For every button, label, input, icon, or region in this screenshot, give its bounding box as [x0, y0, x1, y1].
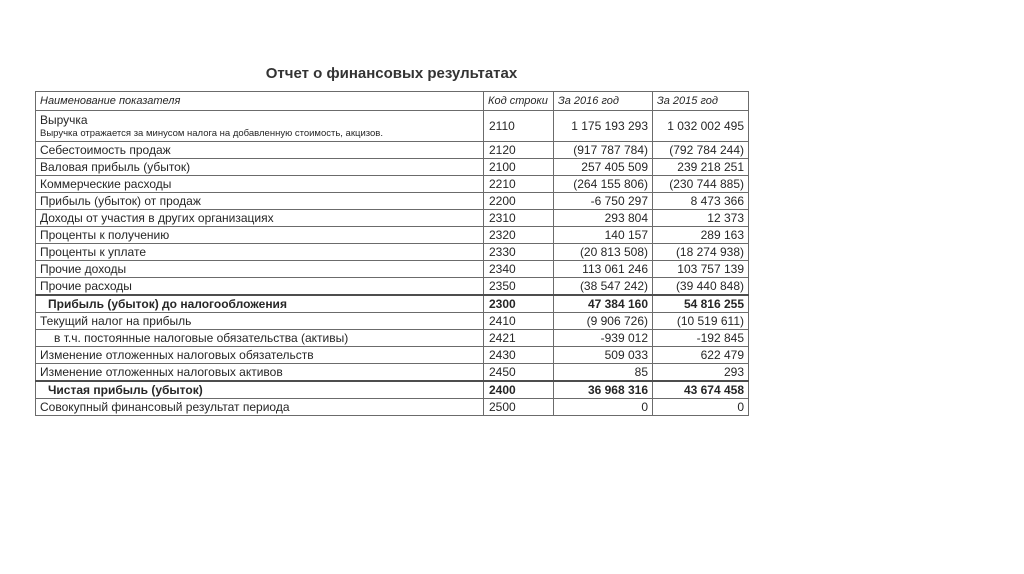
- row-value-2016-cell: 47 384 160: [554, 295, 653, 313]
- row-name-cell: [36, 227, 484, 244]
- row-code-cell: 2210: [484, 176, 554, 193]
- table-row: [36, 313, 749, 330]
- row-value-2016-cell: 509 033: [554, 347, 653, 364]
- row-name-cell: [36, 330, 484, 347]
- row-value-2015-cell: 622 479: [653, 347, 749, 364]
- row-name-cell: [36, 278, 484, 296]
- row-value-2015-cell: (10 519 611): [653, 313, 749, 330]
- row-code-cell: 2320: [484, 227, 554, 244]
- report-title: Отчет о финансовых результатах: [265, 65, 518, 82]
- header-year-2016: За 2016 год: [554, 92, 653, 111]
- row-name-text: Прибыль (убыток) до налогообложения: [48, 296, 287, 311]
- row-value-2015-cell: (792 784 244): [653, 142, 749, 159]
- row-name-cell: [36, 142, 484, 159]
- table-header: [36, 92, 749, 111]
- row-name-text: Прочие расходы: [40, 278, 132, 293]
- table-row: [36, 244, 749, 261]
- row-name-cell: [36, 364, 484, 382]
- row-value-2015-cell: (39 440 848): [653, 278, 749, 296]
- row-value-2015-cell: 8 473 366: [653, 193, 749, 210]
- row-value-2016-cell: 1 175 193 293: [554, 111, 653, 142]
- table-row: [36, 142, 749, 159]
- header-year-2015: За 2015 год: [653, 92, 749, 111]
- row-name-text: Прибыль (убыток) от продаж: [40, 193, 201, 208]
- row-code-cell: 2120: [484, 142, 554, 159]
- header-line-code: Код строки: [484, 92, 554, 111]
- row-value-2015-cell: -192 845: [653, 330, 749, 347]
- row-value-2015-cell: 1 032 002 495: [653, 111, 749, 142]
- row-value-2015-cell: 103 757 139: [653, 261, 749, 278]
- row-value-2016-cell: 36 968 316: [554, 381, 653, 399]
- row-name-cell: [36, 295, 484, 313]
- row-value-2016-cell: (38 547 242): [554, 278, 653, 296]
- row-name-cell: [36, 111, 484, 142]
- row-name-cell: [36, 313, 484, 330]
- financial-results-table: [35, 91, 749, 416]
- row-value-2016-cell: (20 813 508): [554, 244, 653, 261]
- table-row: [36, 210, 749, 227]
- row-name-cell: [36, 244, 484, 261]
- row-value-2015-cell: 289 163: [653, 227, 749, 244]
- row-note-text: Выручка отражается за минусом налога на добавленную стоимость, акцизов.: [40, 128, 383, 139]
- row-value-2016-cell: 257 405 509: [554, 159, 653, 176]
- table-row: [36, 399, 749, 416]
- table-row: [36, 159, 749, 176]
- table-row: [36, 261, 749, 278]
- table-row: [36, 227, 749, 244]
- row-value-2016-cell: 0: [554, 399, 653, 416]
- row-name-cell: [36, 193, 484, 210]
- row-name-cell: [36, 381, 484, 399]
- row-value-2015-cell: (18 274 938): [653, 244, 749, 261]
- row-name-text: в т.ч. постоянные налоговые обязательства (активы): [54, 330, 349, 345]
- row-value-2016-cell: (917 787 784): [554, 142, 653, 159]
- row-code-cell: 2450: [484, 364, 554, 382]
- row-name-cell: [36, 176, 484, 193]
- row-code-cell: 2110: [484, 111, 554, 142]
- row-value-2015-cell: 54 816 255: [653, 295, 749, 313]
- row-name-text: Совокупный финансовый результат периода: [40, 399, 290, 414]
- table-row: [36, 381, 749, 399]
- row-name-cell: [36, 399, 484, 416]
- row-code-cell: 2400: [484, 381, 554, 399]
- row-value-2016-cell: 85: [554, 364, 653, 382]
- row-name-text: Валовая прибыль (убыток): [40, 159, 191, 174]
- row-value-2015-cell: 43 674 458: [653, 381, 749, 399]
- row-value-2015-cell: 0: [653, 399, 749, 416]
- row-code-cell: 2410: [484, 313, 554, 330]
- table-row: [36, 278, 749, 296]
- table-row: [36, 295, 749, 313]
- row-code-cell: 2421: [484, 330, 554, 347]
- table-body: [36, 111, 749, 416]
- row-name-text: Коммерческие расходы: [40, 176, 172, 191]
- row-code-cell: 2330: [484, 244, 554, 261]
- row-name-text: Проценты к получению: [40, 227, 170, 242]
- row-name-text: Изменение отложенных налоговых обязательств: [40, 347, 314, 362]
- row-name-cell: [36, 261, 484, 278]
- row-name-text: Выручка: [40, 113, 88, 127]
- row-name-text: Изменение отложенных налоговых активов: [40, 364, 283, 379]
- row-name-text: Проценты к уплате: [40, 244, 146, 259]
- table-header-row: [36, 92, 749, 111]
- table-row: [36, 364, 749, 382]
- row-value-2016-cell: -6 750 297: [554, 193, 653, 210]
- row-value-2015-cell: 293: [653, 364, 749, 382]
- row-value-2015-cell: 239 218 251: [653, 159, 749, 176]
- table-row: [36, 111, 749, 142]
- row-name-cell: [36, 347, 484, 364]
- row-value-2016-cell: -939 012: [554, 330, 653, 347]
- row-code-cell: 2430: [484, 347, 554, 364]
- row-value-2015-cell: (230 744 885): [653, 176, 749, 193]
- row-code-cell: 2300: [484, 295, 554, 313]
- table-row: [36, 176, 749, 193]
- row-name-text: Себестоимость продаж: [40, 142, 171, 157]
- row-name-cell: [36, 210, 484, 227]
- row-value-2016-cell: 140 157: [554, 227, 653, 244]
- row-name-text: Чистая прибыль (убыток): [48, 382, 203, 397]
- row-code-cell: 2340: [484, 261, 554, 278]
- table-row: [36, 193, 749, 210]
- row-name-text: Прочие доходы: [40, 261, 127, 276]
- row-code-cell: 2200: [484, 193, 554, 210]
- row-name-text: Текущий налог на прибыль: [40, 313, 192, 328]
- row-code-cell: 2100: [484, 159, 554, 176]
- row-value-2016-cell: (264 155 806): [554, 176, 653, 193]
- row-name-cell: [36, 159, 484, 176]
- row-value-2016-cell: 113 061 246: [554, 261, 653, 278]
- row-value-2015-cell: 12 373: [653, 210, 749, 227]
- row-code-cell: 2500: [484, 399, 554, 416]
- table-row: [36, 347, 749, 364]
- row-value-2016-cell: (9 906 726): [554, 313, 653, 330]
- table-row: [36, 330, 749, 347]
- row-code-cell: 2350: [484, 278, 554, 296]
- header-indicator-name: Наименование показателя: [36, 92, 484, 111]
- row-code-cell: 2310: [484, 210, 554, 227]
- row-name-text: Доходы от участия в других организациях: [40, 210, 274, 225]
- row-value-2016-cell: 293 804: [554, 210, 653, 227]
